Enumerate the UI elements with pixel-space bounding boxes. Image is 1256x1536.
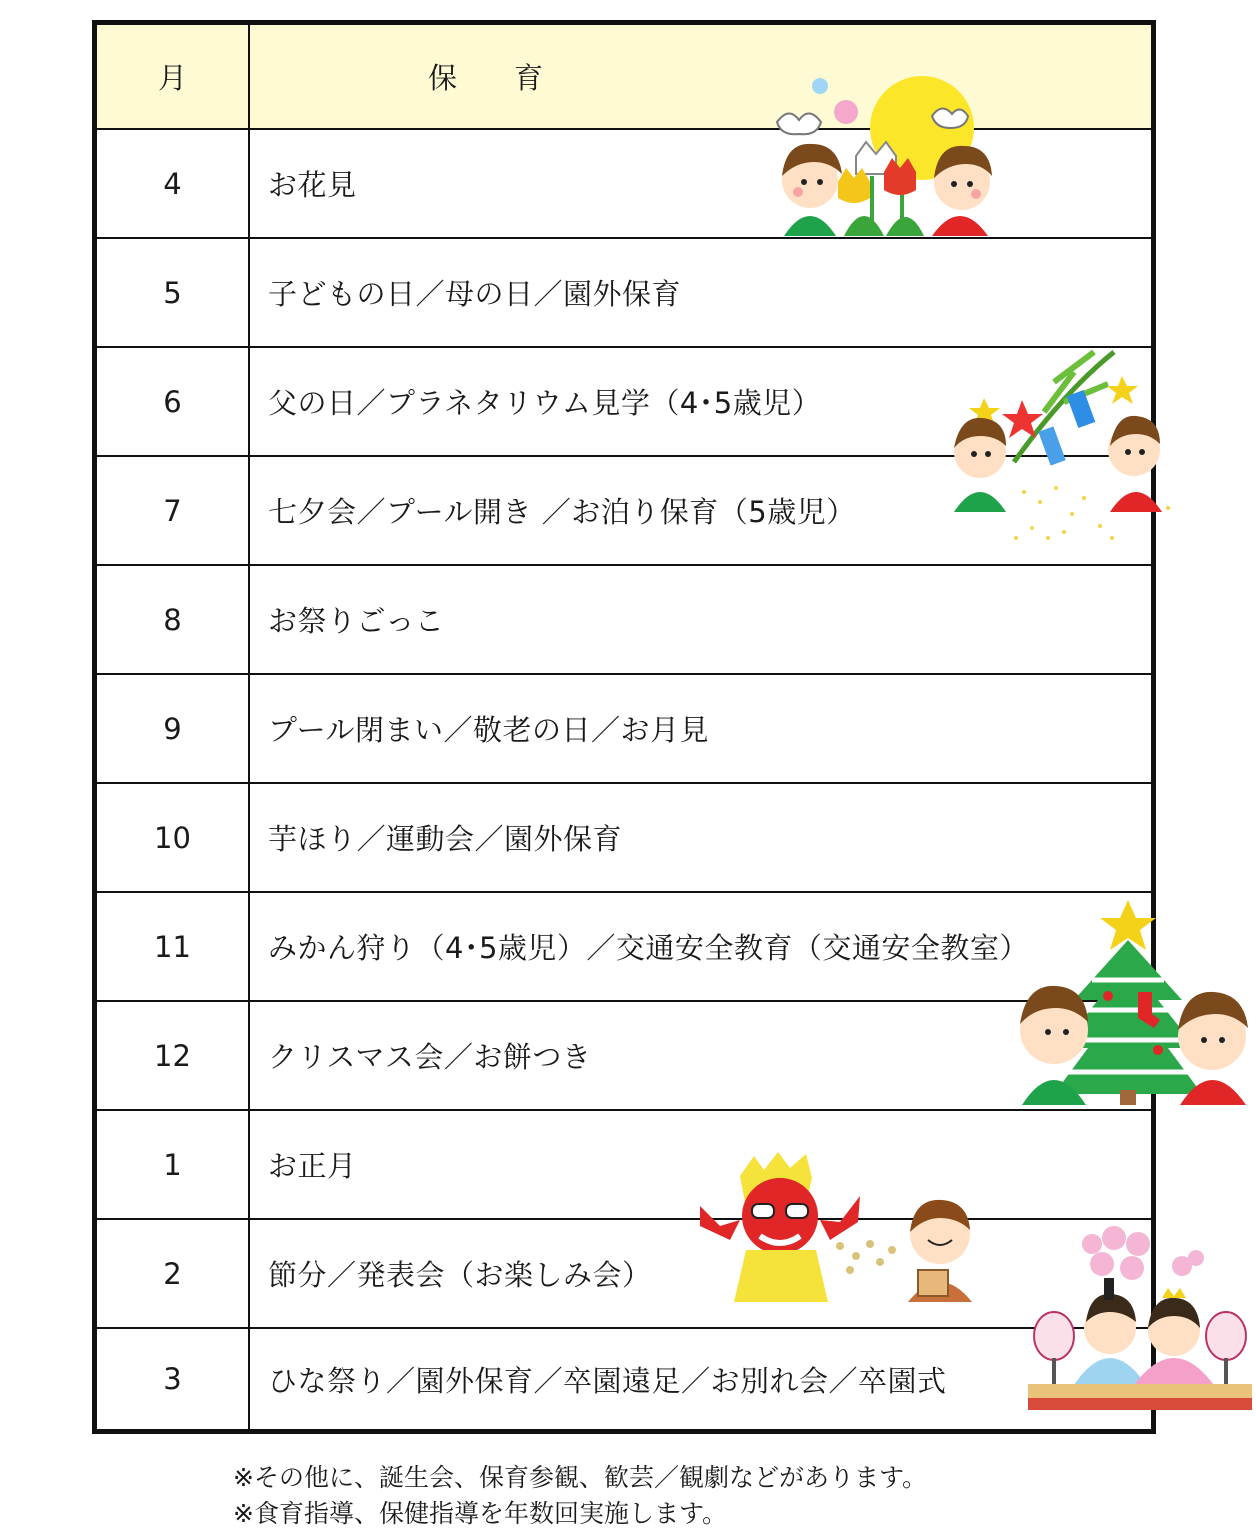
header-month: 月 [97,25,250,128]
row-activity: 芋ほり／運動会／園外保育 [268,822,623,856]
tanabata-illustration [944,342,1184,552]
row-activity: お花見 [268,168,357,202]
setsubun-illustration [680,1146,1000,1306]
table-row [97,1002,1151,1109]
row-month: 10 [97,784,250,891]
row-month: 9 [97,675,250,782]
row-month: 11 [97,893,250,1000]
table-row [97,893,1151,1000]
table-row [97,239,1151,346]
footnote-2: ※食育指導、保健指導を年数回実施します。 [233,1499,727,1528]
table-row [97,566,1151,673]
table-row [97,784,1151,891]
row-month: 7 [97,457,250,564]
spring-flowers-illustration [772,76,1002,236]
row-activity: お祭りごっこ [268,604,445,638]
row-activity: お正月 [268,1149,357,1183]
row-month: 6 [97,348,250,455]
row-activity: ひな祭り／園外保育／卒園遠足／お別れ会／卒園式 [268,1363,947,1398]
row-activity: クリスマス会／お餅つき [268,1040,592,1074]
row-month: 8 [97,566,250,673]
row-month: 5 [97,239,250,346]
table-row [97,675,1151,782]
row-activity: 節分／発表会（お楽しみ会） [268,1258,652,1292]
christmas-illustration [1008,900,1252,1105]
row-activity: 七夕会／プール開き ／お泊り保育（5歳児） [268,495,856,529]
table-row [97,1329,1151,1429]
header-activity: 保 育 [428,61,558,95]
row-activity: 父の日／プラネタリウム見学（4･5歳児） [268,386,822,420]
footnote-1: ※その他に、誕生会、保育参観、歓芸／観劇などがあります。 [233,1463,927,1492]
row-activity: プール閉まい／敬老の日／お月見 [268,713,710,747]
row-activity: みかん狩り（4･5歳児）／交通安全教育（交通安全教室） [268,931,1029,965]
hina-dolls-illustration [1028,1218,1252,1410]
row-month: 1 [97,1111,250,1218]
row-month: 2 [97,1220,250,1327]
row-month: 12 [97,1002,250,1109]
row-activity: 子どもの日／母の日／園外保育 [268,277,682,311]
row-month: 3 [97,1329,250,1429]
row-month: 4 [97,130,250,237]
